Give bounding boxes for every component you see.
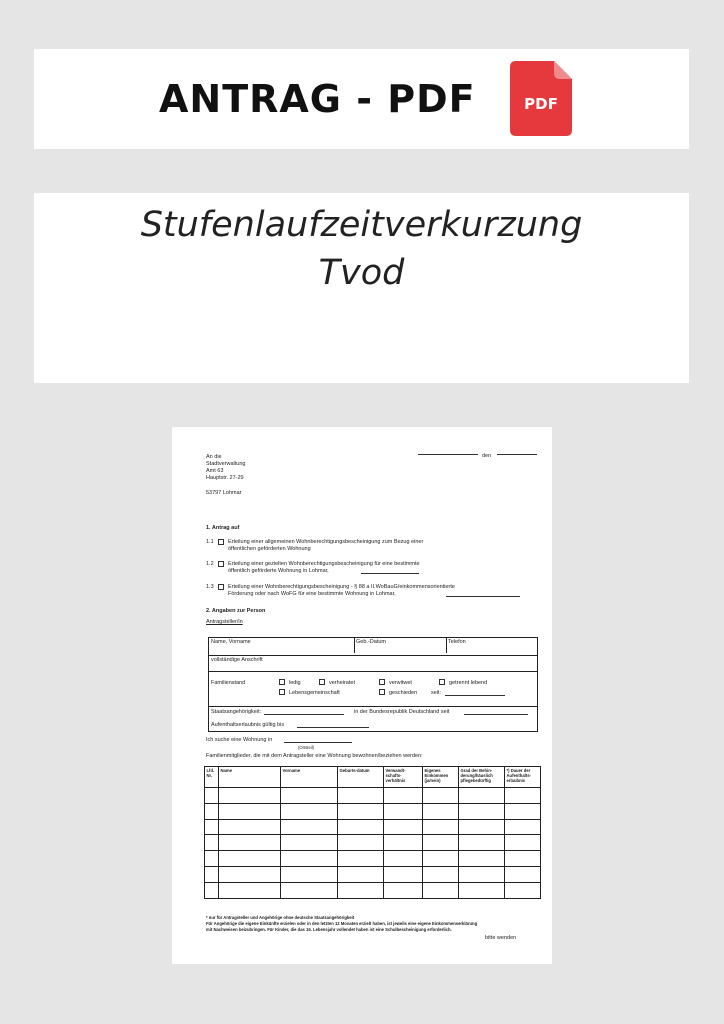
pdf-file-icon <box>510 61 572 136</box>
item-1-2-blank <box>361 573 419 574</box>
table-cell <box>459 835 505 851</box>
table-cell <box>219 882 281 898</box>
family-members-table <box>204 766 541 899</box>
phone-label: Telefon <box>448 639 466 645</box>
date-label: den <box>482 453 492 459</box>
date-line <box>497 454 537 455</box>
table-cell <box>384 851 423 867</box>
lebensgemeinschaft-checkbox <box>279 689 285 695</box>
verwitwet-label: verwitwet <box>389 680 412 686</box>
table-cell <box>423 819 459 835</box>
table-header-cell: *) Dauer der Aufenthalts-erlaubnis <box>505 767 541 788</box>
address-line-1: An die <box>206 454 222 460</box>
table-cell <box>505 851 541 867</box>
table-cell <box>423 866 459 882</box>
table-cell <box>505 866 541 882</box>
subtitle-line-1: Stufenlaufzeitverkurzung <box>140 205 583 245</box>
family-intro: Familienmitglieder, die mit dem Antragsteller eine Wohnung bewohnen/beziehen werden: <box>206 753 423 759</box>
address-line-3: Amt 63 <box>206 468 224 474</box>
item-1-1-checkbox <box>218 539 224 545</box>
table-cell <box>423 788 459 804</box>
table-cell <box>281 835 338 851</box>
table-cell <box>281 788 338 804</box>
table-cell <box>505 803 541 819</box>
table-row <box>205 803 541 819</box>
table-cell <box>459 803 505 819</box>
table-cell <box>423 882 459 898</box>
search-text: Ich suche eine Wohnung in <box>206 737 273 743</box>
table-header-cell: Name <box>219 767 281 788</box>
table-cell <box>219 851 281 867</box>
table-header-cell: Eigenes Einkommen (ja/nein) <box>423 767 459 788</box>
table-cell <box>505 882 541 898</box>
item-1-1-number: 1.1 <box>206 539 214 545</box>
table-cell <box>459 788 505 804</box>
table-header-cell: Geburts-datum <box>338 767 384 788</box>
table-cell <box>384 866 423 882</box>
geschieden-checkbox <box>379 689 385 695</box>
table-cell <box>281 803 338 819</box>
item-1-1-text-1: Erteilung einer allgemeinen Wohnberechtigungsbescheinigung zum Bezug einer <box>228 539 424 545</box>
ledig-label: ledig <box>289 680 301 686</box>
citizenship-blank <box>264 714 344 715</box>
table-cell <box>384 803 423 819</box>
table-cell <box>338 819 384 835</box>
search-blank <box>284 742 352 743</box>
item-1-3-text-1: Erteilung einer Wohnberechtigungsbescheinigung - § 88 a II.WoBauG/einkommensorientierte <box>228 584 455 590</box>
table-cell <box>205 819 219 835</box>
in-germany-label: in der Bundesrepublik Deutschland seit <box>354 709 450 715</box>
residence-blank <box>297 727 369 728</box>
table-header-cell: Lfd. Nr. <box>205 767 219 788</box>
verwitwet-checkbox <box>379 679 385 685</box>
table-cell <box>505 788 541 804</box>
table-row <box>205 835 541 851</box>
table-cell <box>219 788 281 804</box>
address-line-5: 53797 Lohmar <box>206 490 242 496</box>
table-cell <box>338 866 384 882</box>
footnote-1: * nur für Antragsteller und Angehörige ohne deutsche Staatsangehörigkeit <box>206 915 355 920</box>
family-status-label: Familienstand <box>211 680 246 686</box>
table-body <box>205 788 541 899</box>
table-cell <box>384 882 423 898</box>
table-cell <box>459 882 505 898</box>
table-header-cell: Grad der Behin-derung/häuslich pflegebedürftig <box>459 767 505 788</box>
table-cell <box>281 819 338 835</box>
table-cell <box>281 882 338 898</box>
table-cell <box>205 835 219 851</box>
table-row <box>205 788 541 804</box>
table-header-cell: Verwandt-schafts-verhältnis <box>384 767 423 788</box>
pdf-icon-label: PDF <box>524 95 558 113</box>
table-cell <box>219 819 281 835</box>
subtitle-line-2: Tvod <box>318 253 405 293</box>
table-cell <box>219 866 281 882</box>
table-cell <box>205 788 219 804</box>
seit-blank <box>445 695 505 696</box>
table-cell <box>505 835 541 851</box>
section-1-title: 1. Antrag auf <box>206 525 240 531</box>
table-cell <box>384 819 423 835</box>
table-cell <box>384 835 423 851</box>
residence-label: Aufenthaltserlaubnis gültig bis <box>211 722 285 728</box>
title-banner <box>34 49 689 149</box>
table-cell <box>423 851 459 867</box>
table-cell <box>423 835 459 851</box>
item-1-3-checkbox <box>218 584 224 590</box>
table-cell <box>338 788 384 804</box>
address-field-label: vollständige Anschrift <box>211 657 263 663</box>
subtitle-banner <box>34 193 689 383</box>
section-2-title: 2. Angaben zur Person <box>206 608 266 614</box>
name-label: Name, Vorname <box>211 639 251 645</box>
table-cell <box>459 866 505 882</box>
item-1-2-number: 1.2 <box>206 561 214 567</box>
birth-date-label: Geb.-Datum <box>356 639 386 645</box>
table-cell <box>338 882 384 898</box>
getrennt-label: getrennt lebend <box>449 680 488 686</box>
table-header-cell: Vorname <box>281 767 338 788</box>
table-cell <box>338 851 384 867</box>
page-title: ANTRAG - PDF <box>159 77 476 121</box>
getrennt-checkbox <box>439 679 445 685</box>
lebensgemeinschaft-label: Lebensgemeinschaft <box>289 690 340 696</box>
table-cell <box>205 851 219 867</box>
address-line-4: Hauptstr. 27-29 <box>206 475 244 481</box>
address-line-2: Stadtverwaltung <box>206 461 246 467</box>
item-1-3-blank <box>446 596 520 597</box>
table-cell <box>205 882 219 898</box>
table-cell <box>338 803 384 819</box>
table-cell <box>219 803 281 819</box>
bitte-wenden: bitte wenden <box>485 935 517 941</box>
verheiratet-label: verheiratet <box>329 680 355 686</box>
item-1-3-text-2: Förderung oder nach WoFG für eine bestimmte Wohnung in Lohmar, <box>228 591 396 597</box>
applicant-form <box>208 637 538 732</box>
table-cell <box>384 788 423 804</box>
item-1-1-text-2: öffentlichen geförderten Wohnung <box>228 546 311 552</box>
seit-label: seit: <box>431 690 442 696</box>
ledig-checkbox <box>279 679 285 685</box>
table-cell <box>281 866 338 882</box>
item-1-2-checkbox <box>218 561 224 567</box>
place-line <box>418 454 478 455</box>
table-cell <box>205 803 219 819</box>
item-1-2-text-2: öffentlich geförderte Wohnung in Lohmar, <box>228 568 329 574</box>
table-header-row <box>205 767 541 788</box>
ortsteil-label: (Ortsteil) <box>298 745 315 750</box>
citizenship-label: Staatsangehörigkeit: <box>211 709 262 715</box>
in-germany-blank <box>464 714 528 715</box>
footnote-3: mit Nachweisen beizubringen. Für Kinder, die das 16. Lebensjahr vollendet haben ist eine Schulbescheinigung erforderlich. <box>206 927 452 932</box>
table-row <box>205 866 541 882</box>
table-cell <box>205 866 219 882</box>
footnote-2: Für Angehörige die eigene Einkünfte erzielen oder in den letzten 12 Monaten erzielt haben, ist jeweils eine eigene Einkommenserklärung <box>206 921 478 926</box>
table-row <box>205 882 541 898</box>
table-cell <box>281 851 338 867</box>
applicant-label: Antragsteller/in <box>206 619 243 625</box>
item-1-3-number: 1.3 <box>206 584 214 590</box>
table-cell <box>505 819 541 835</box>
table-row <box>205 819 541 835</box>
item-1-2-text-1: Erteilung einer gezielten Wohnberechtigungsbescheinigung für eine bestimmte <box>228 561 420 567</box>
table-cell <box>423 803 459 819</box>
table-row <box>205 851 541 867</box>
table-cell <box>459 851 505 867</box>
geschieden-label: geschieden <box>389 690 418 696</box>
verheiratet-checkbox <box>319 679 325 685</box>
table-cell <box>338 835 384 851</box>
table-cell <box>219 835 281 851</box>
table-cell <box>459 819 505 835</box>
document-preview <box>172 427 552 964</box>
